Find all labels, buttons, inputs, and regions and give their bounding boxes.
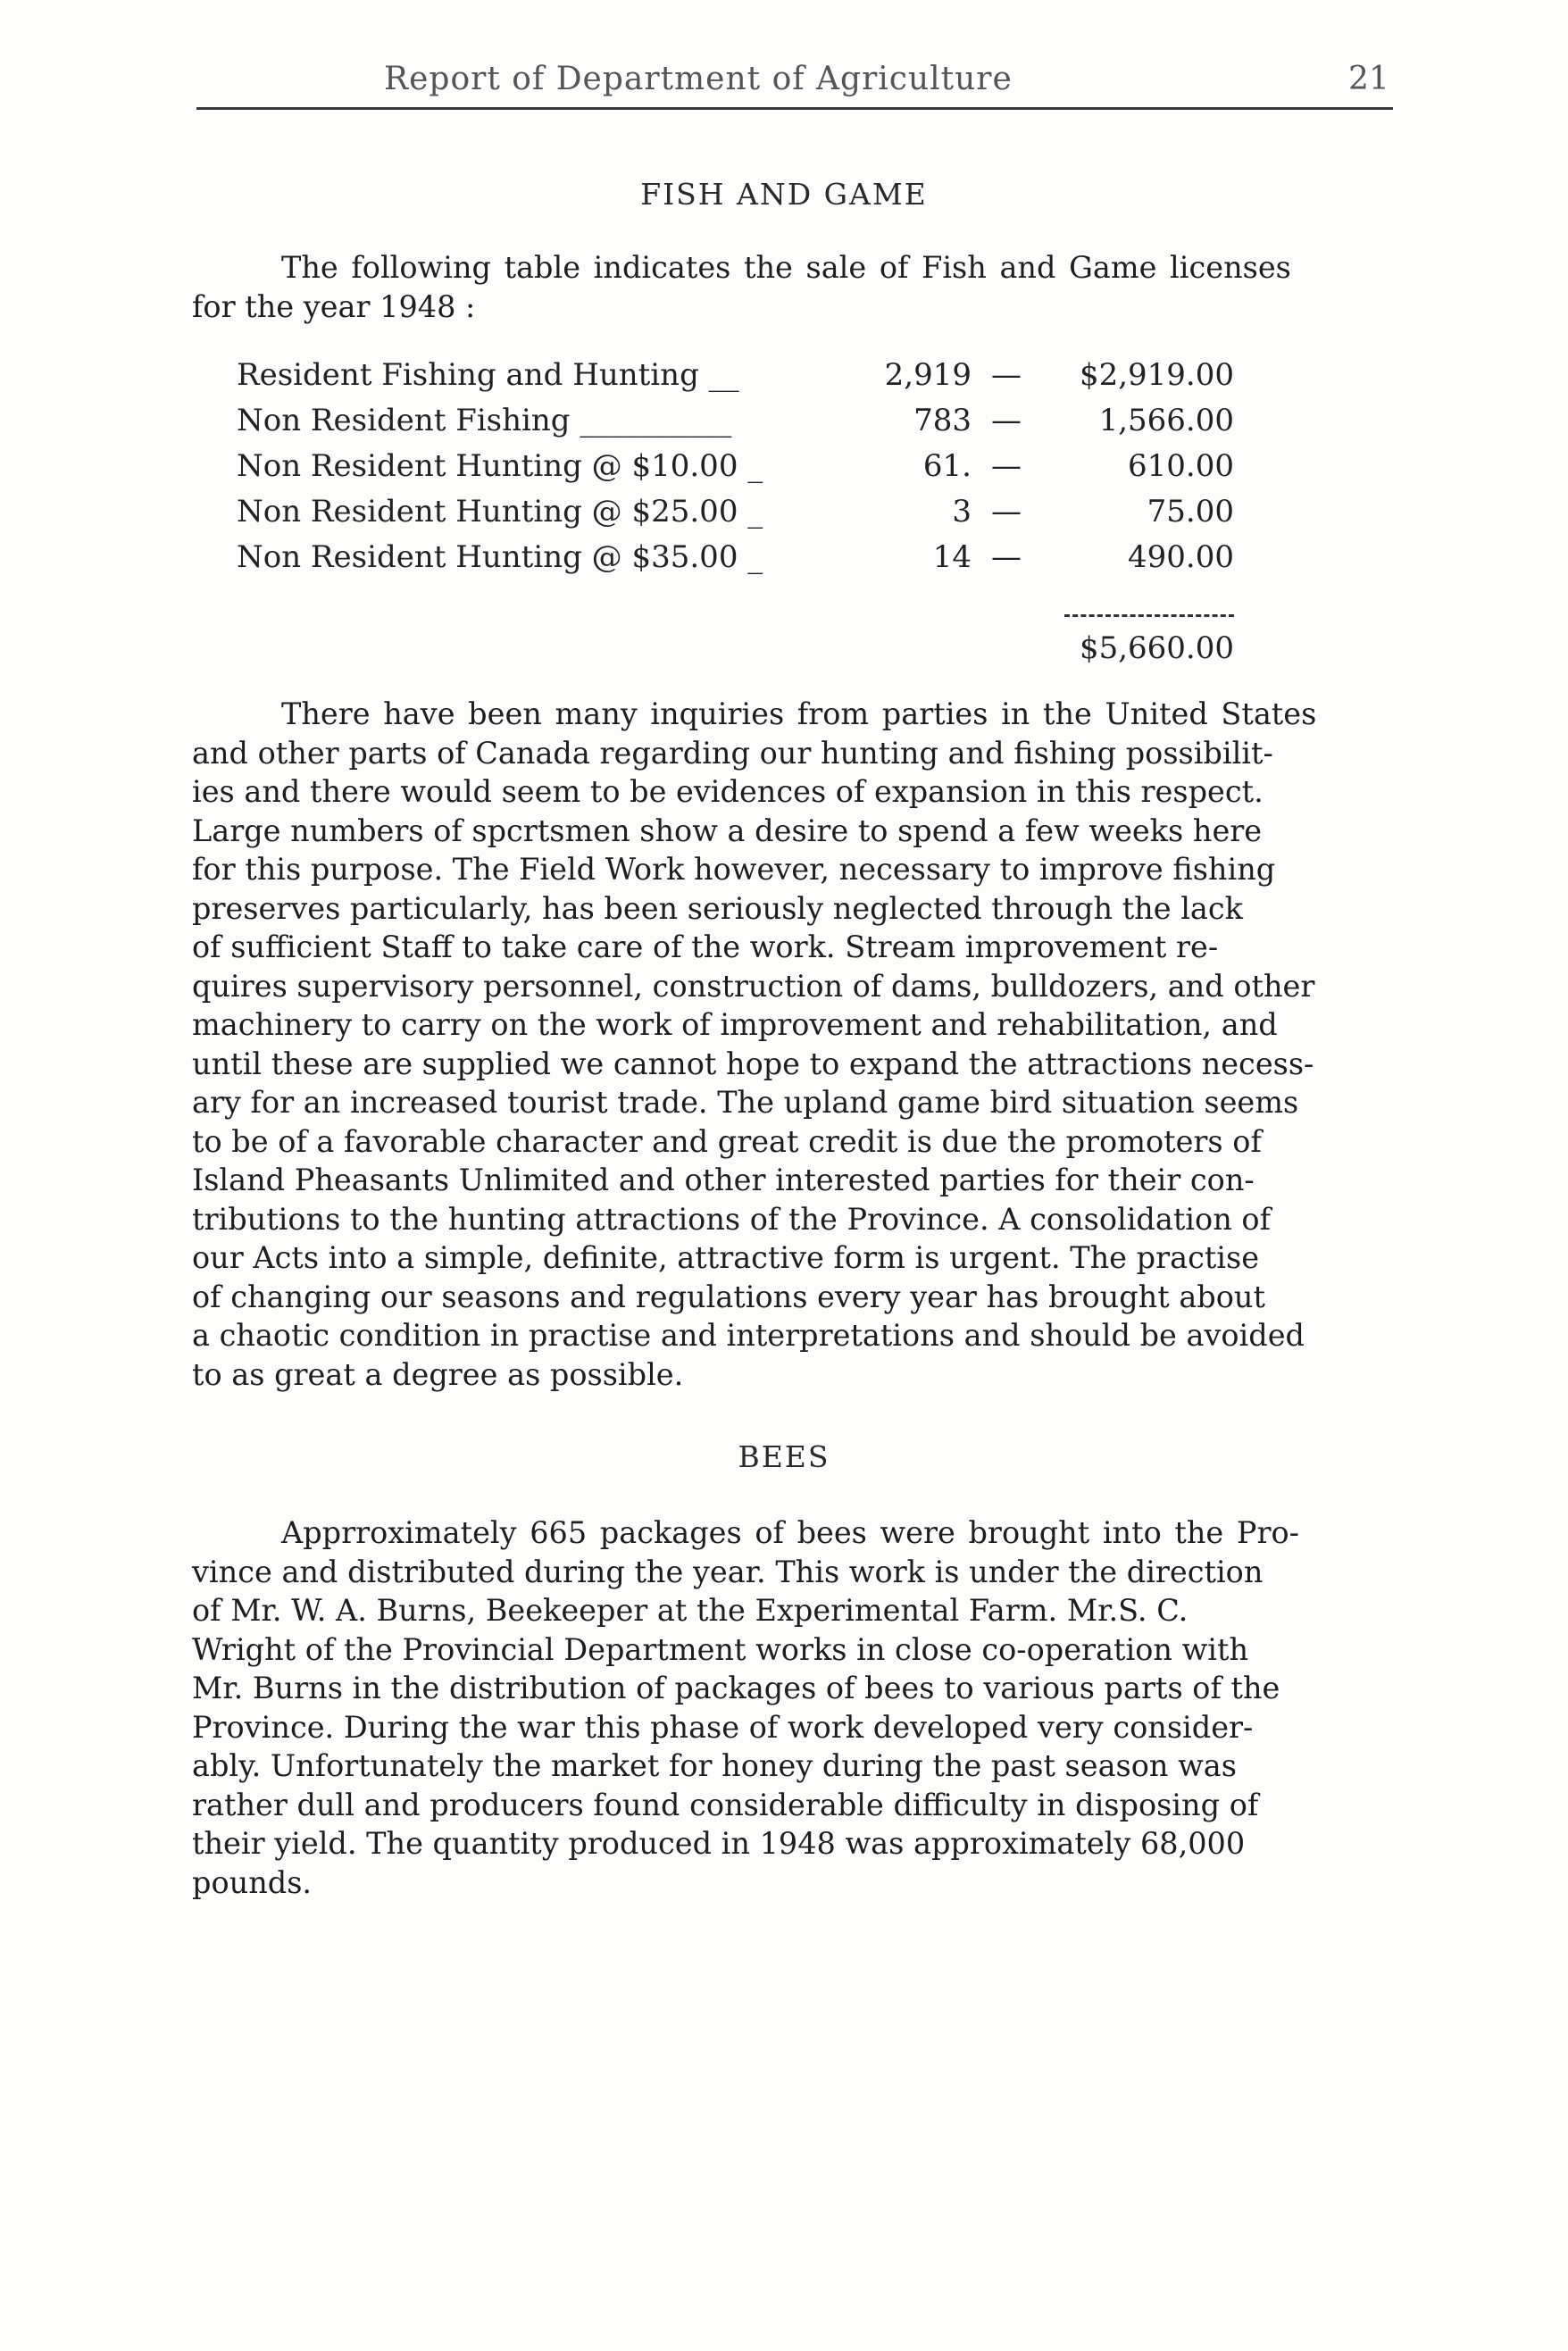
total-amount: $5,660.00 (1079, 630, 1234, 666)
license-label: Resident Fishing and Hunting __ (237, 357, 739, 393)
fish-game-paragraph (192, 695, 1397, 1394)
paragraph-line: There have been many inquiries from parties in the United States (281, 696, 1317, 731)
paragraph-line: our Acts into a simple, definite, attractive form is urgent. The practise (192, 1240, 1260, 1275)
paragraph-line: pounds. (192, 1864, 313, 1900)
bees-paragraph (192, 1513, 1397, 1902)
license-amount: 75.00 (1147, 494, 1234, 529)
paragraph-line: tributions to the hunting attractions of the Province. A consolidation of (192, 1201, 1271, 1237)
paragraph-line: until these are supplied we cannot hope to expand the attractions necess- (192, 1046, 1314, 1081)
paragraph-line: Wright of the Provincial Department works in close co-operation with (192, 1631, 1249, 1667)
license-label: Non Resident Hunting @ $35.00 _ (237, 539, 763, 575)
paragraph-line: Mr. Burns in the distribution of packages of bees to various parts of the (192, 1671, 1280, 1705)
paragraph-line: vince and distributed during the year. This work is under the direction (192, 1554, 1264, 1589)
paragraph-line: Apprroximately 665 packages of bees were brought into the Pro- (281, 1515, 1299, 1550)
license-amount: 490.00 (1128, 539, 1234, 575)
license-amount: $2,919.00 (1079, 357, 1234, 393)
paragraph-line: for this purpose. The Field Work however, necessary to improve fishing (192, 852, 1276, 887)
section-title-fish-and-game: FISH AND GAME (640, 177, 928, 212)
paragraph-line: quires supervisory personnel, construction of dams, bulldozers, and other (192, 968, 1315, 1004)
paragraph-line: of sufficient Staff to take care of the work. Stream improvement re- (192, 930, 1219, 964)
license-count: 2,919 (884, 357, 972, 393)
paragraph-line: to be of a favorable character and great credit is due the promoters of (192, 1123, 1262, 1159)
total-rule (1064, 614, 1234, 617)
page-number: 21 (1348, 61, 1389, 97)
paragraph-line: ies and there would seem to be evidences of expansion in this respect. (192, 774, 1264, 809)
license-label: Non Resident Hunting @ $25.00 _ (237, 494, 763, 529)
paragraph-line: their yield. The quantity produced in 1948 was approximately 68,000 (192, 1826, 1246, 1861)
license-count: 3 (952, 494, 972, 529)
dash-separator: — (991, 448, 1022, 484)
paragraph-line: machinery to carry on the work of improvement and rehabilitation, and (192, 1007, 1278, 1042)
paragraph-line: of Mr. W. A. Burns, Beekeeper at the Experimental Farm. Mr.S. C. (192, 1593, 1189, 1628)
license-count: 61. (922, 448, 972, 484)
running-head: Report of Department of Agriculture (384, 61, 1013, 97)
paragraph-line: and other parts of Canada regarding our hunting and fishing possibilit- (192, 735, 1273, 771)
paragraph-line: rather dull and producers found considerable difficulty in disposing of (192, 1787, 1259, 1822)
fish-game-intro (192, 248, 1397, 326)
paragraph-line: a chaotic condition in practise and interpretations and should be avoided (192, 1318, 1305, 1353)
section-title-bees: BEES (738, 1439, 830, 1474)
dash-separator: — (991, 539, 1022, 575)
dash-separator: — (991, 403, 1022, 438)
header-rule (196, 107, 1393, 110)
license-amount: 1,566.00 (1098, 403, 1234, 438)
intro-line-1: The following table indicates the sale of Fish and Game licenses (281, 250, 1291, 285)
paragraph-line: Large numbers of spcrtsmen show a desire to spend a few weeks here (192, 813, 1263, 848)
license-label: Non Resident Hunting @ $10.00 _ (237, 448, 763, 484)
intro-line-2: for the year 1948 : (192, 288, 476, 324)
license-amount: 610.00 (1128, 448, 1234, 484)
license-label: Non Resident Fishing __________ (237, 403, 732, 438)
paragraph-line: of changing our seasons and regulations every year has brought about (192, 1279, 1265, 1314)
license-count: 783 (913, 403, 972, 438)
paragraph-line: preserves particularly, has been seriously neglected through the lack (192, 890, 1243, 926)
paragraph-line: to as great a degree as possible. (192, 1356, 684, 1392)
license-count: 14 (932, 539, 972, 575)
paragraph-line: Island Pheasants Unlimited and other interested parties for their con- (192, 1163, 1255, 1197)
paragraph-line: Province. During the war this phase of work developed very consider- (192, 1709, 1254, 1745)
dash-separator: — (991, 494, 1022, 529)
dash-separator: — (991, 357, 1022, 393)
paragraph-line: ary for an increased tourist trade. The upland game bird situation seems (192, 1085, 1299, 1120)
paragraph-line: ably. Unfortunately the market for honey during the past season was (192, 1748, 1237, 1783)
